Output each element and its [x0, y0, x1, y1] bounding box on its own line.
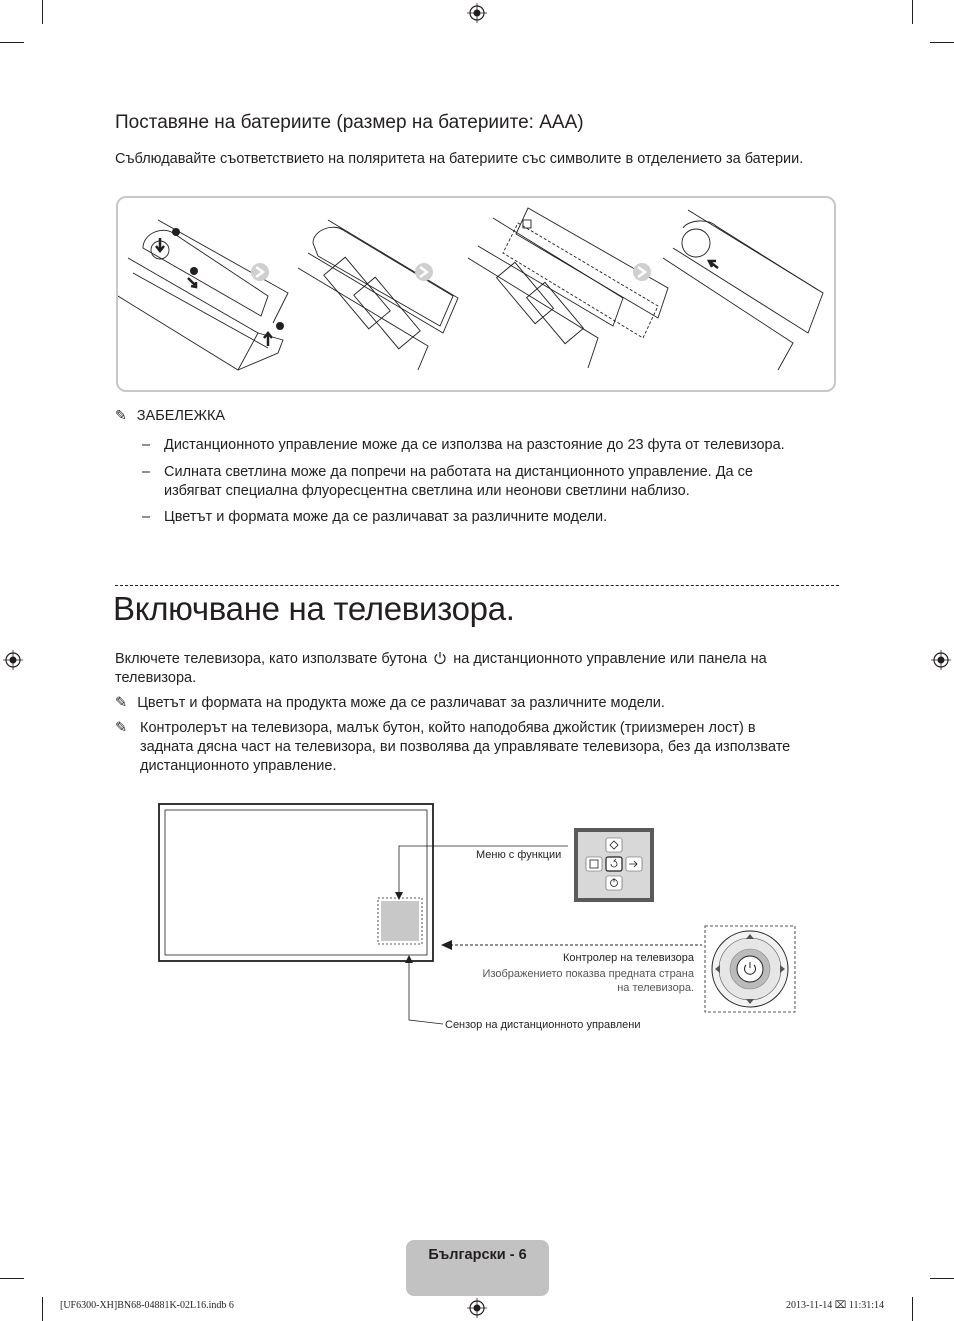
registration-mark-icon [467, 1298, 487, 1318]
power-note-2-text: Контролерът на телевизора, малък бутон, който наподобява джойстик (триизмерен лост) в задната дясна част на телевизора, ви позволява да управлявате телевизора, без да използвате дистанционното управление. [140, 720, 791, 774]
note-heading: ЗАБЕЛЕЖКА [136, 408, 226, 424]
remote-step-4 [663, 210, 823, 370]
power-note-1 [115, 694, 815, 713]
tv-controller-graphic [705, 926, 795, 1012]
battery-section-title: Поставяне на батериите (размер на батериите: AAA) [115, 112, 584, 133]
function-menu-graphic [574, 828, 654, 902]
battery-illustration-panel [116, 196, 836, 392]
power-note-2 [115, 719, 815, 776]
dash-bullet: – [142, 464, 151, 480]
note-item-text: Цветът и формата може да се различават за различните модели. [164, 509, 608, 525]
section-divider [115, 585, 839, 586]
crop-mark [930, 1278, 954, 1279]
slug-right: 2013-11-14 ⌧ 11:31:14 [786, 1300, 884, 1311]
dash-bullet: – [142, 509, 151, 525]
crop-mark [912, 1297, 913, 1321]
pencil-note-icon: ✎ [115, 695, 128, 711]
pencil-note-icon: ✎ [115, 720, 128, 736]
note-item-text: Дистанционното управление може да се използва на разстояние до 23 фута от телевизора. [164, 437, 785, 453]
power-intro-after: на дистанционното управление или панела на телевизора. [115, 651, 767, 686]
dash-bullet: – [142, 437, 151, 453]
crop-mark [42, 0, 43, 24]
controller-label: Контролер на телевизора [562, 952, 694, 964]
page-label: Български - 6 [428, 1247, 527, 1263]
page-number-tab [406, 1240, 549, 1296]
next-step-arrow-icon [415, 263, 433, 281]
note-heading-row [115, 407, 225, 424]
crop-mark [0, 42, 24, 43]
controller-caption: Изображението показва предната страна на телевизора. [482, 968, 694, 994]
tv-outline [159, 804, 433, 961]
slug-left: [UF6300-XH]BN68-04881K-02L16.indb 6 [60, 1300, 234, 1311]
note-item-text: Силната светлина може да попречи на работата на дистанционното управление. Да се избягват специална флуоресцентна светлина или неонови светлини наблизо. [164, 464, 753, 499]
pencil-note-icon: ✎ [115, 407, 127, 423]
sensor-label: Сензор на дистанционното управлени [445, 1019, 641, 1031]
remote-step-1 [118, 220, 288, 370]
battery-intro: Съблюдавайте съответствието на поляритета на батериите със символите в отделението за батерии. [115, 151, 804, 167]
crop-mark [0, 1278, 24, 1279]
power-section-title: Включване на телевизора. [113, 590, 515, 627]
power-intro-before: Включете телевизора, като използвате бутона [115, 651, 428, 667]
power-intro [115, 650, 815, 688]
crop-mark [912, 0, 913, 24]
power-note-1-text: Цветът и формата на продукта може да се различават за различните модели. [137, 695, 665, 711]
battery-steps-illustration [118, 198, 834, 390]
crop-mark [930, 42, 954, 43]
next-step-arrow-icon [251, 263, 269, 281]
remote-step-3 [468, 208, 668, 368]
crop-mark [42, 1297, 43, 1321]
registration-mark-icon [931, 650, 951, 670]
registration-mark-icon [467, 3, 487, 23]
next-step-arrow-icon [633, 263, 651, 281]
remote-step-2 [298, 220, 458, 370]
menu-label: Меню с функции [476, 849, 562, 861]
registration-mark-icon [3, 650, 23, 670]
tv-controller-diagram [150, 800, 810, 1040]
power-icon [433, 651, 447, 665]
